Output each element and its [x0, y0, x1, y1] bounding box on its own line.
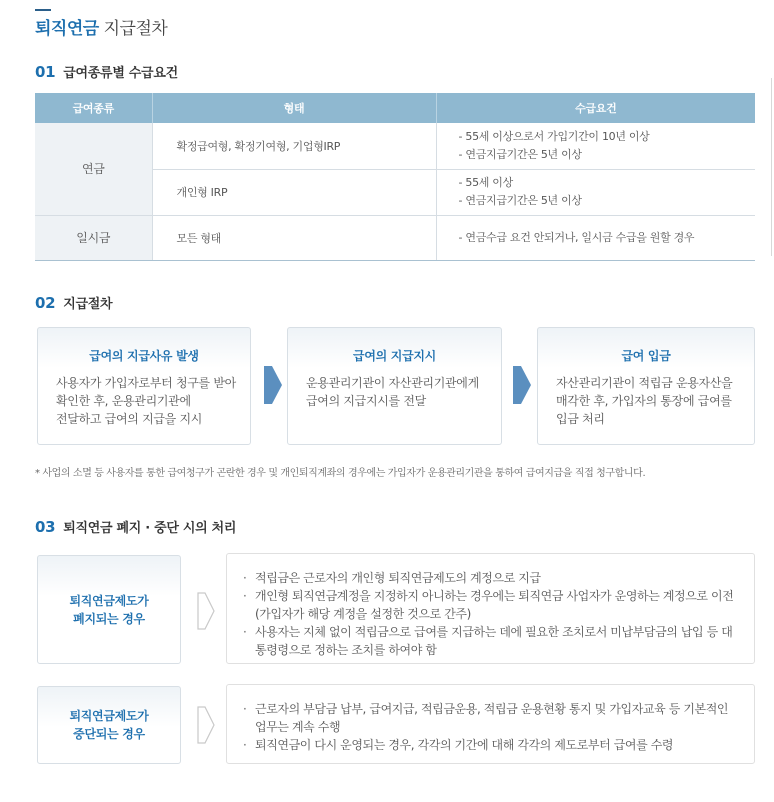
list-item: · 사용자는 지체 없이 적립금으로 급여를 지급하는 데에 필요한 조치로서 미납부담금의 납입 등 대통령령으로 정하는 조치를 하여야 함: [241, 623, 742, 659]
procedure-title: 급여의 지급지시: [353, 349, 436, 363]
procedure-step-3: [537, 327, 755, 445]
list-item: · 적립금은 근로자의 개인형 퇴직연금제도의 계정으로 지급: [241, 569, 742, 587]
table-header-row: [35, 93, 755, 123]
column-header: 형태: [152, 93, 436, 123]
outline-arrow-right-icon: [197, 592, 215, 630]
benefit-type-cell: 일시금: [35, 215, 152, 260]
procedure-description: 자산관리기관이 적립금 운용자산을 매각한 후, 가입자의 통장에 급여를 입금 처리: [556, 376, 733, 426]
condition-line: - 55세 이상으로서 가입기간이 10년 이상: [458, 129, 650, 143]
condition-line: - 연금수급 요건 안되거나, 일시금 수급을 원할 경우: [458, 230, 695, 244]
case-label: 퇴직연금제도가 중단되는 경우: [69, 709, 149, 741]
page-title-sub: 지급절차: [98, 19, 168, 39]
condition-line: - 55세 이상: [458, 176, 513, 189]
list-item: · 개인형 퇴직연금계정을 지정하지 아니하는 경우에는 퇴직연금 사업자가 운영하는 계정으로 이전(가입자가 해당 계정을 설정한 것으로 간주): [241, 587, 742, 623]
condition-cell: [436, 215, 755, 260]
case-abolished: [37, 555, 181, 664]
column-header: 수급요건: [436, 93, 755, 123]
requirements-table: [35, 93, 755, 261]
arrow-right-icon: [264, 366, 282, 404]
procedure-title: 급여 입금: [621, 349, 671, 363]
condition-cell: [436, 123, 755, 169]
case-label: 퇴직연금제도가 폐지되는 경우: [69, 593, 149, 626]
section-number: 03: [35, 518, 56, 536]
table-row: [35, 215, 755, 260]
form-cell: 확정급여형, 확정기여형, 기업형IRP: [152, 123, 436, 169]
condition-line: - 연금지급기간은 5년 이상: [458, 147, 582, 161]
column-header: 급여종류: [35, 93, 152, 123]
section-heading-2: [35, 293, 112, 312]
section-heading-1: [35, 62, 178, 81]
procedure-title: 급여의 지급사유 발생: [89, 349, 199, 363]
benefit-type-cell: 연금: [35, 123, 152, 215]
condition-line: - 연금지급기간은 5년 이상: [458, 194, 582, 207]
case-suspended-details: [226, 684, 755, 764]
procedure-step-1: [37, 327, 251, 445]
section-heading-3: [35, 517, 236, 536]
right-divider: [771, 78, 772, 256]
list-item: · 퇴직연금이 다시 운영되는 경우, 각각의 기간에 대해 각각의 제도로부터 급여를 수령: [241, 736, 742, 754]
procedure-description: 운용관리기관이 자산관리기관에게 급여의 지급지시를 전달: [306, 376, 479, 408]
outline-arrow-right-icon: [197, 706, 215, 744]
condition-cell: [436, 169, 755, 215]
form-cell: 개인형 IRP: [152, 169, 436, 215]
page-title: [35, 14, 167, 39]
procedure-step-2: [287, 327, 502, 445]
section-number: 02: [35, 294, 56, 312]
case-abolished-details: [226, 553, 755, 664]
arrow-right-icon: [513, 366, 531, 404]
section-label: 급여종류별 수급요건: [63, 66, 178, 81]
table-row: [35, 123, 755, 169]
procedure-description: 사용자가 가입자로부터 청구를 받아 확인한 후, 운용관리기관에 전달하고 급여의 지급을 지시: [56, 376, 236, 426]
footnote: * 사업의 소멸 등 사용자를 통한 급여청구가 곤란한 경우 및 개인퇴직계좌의 경우에는 가입자가 운용관리기관을 통하여 급여지급을 직접 청구합니다.: [35, 468, 646, 479]
section-label: 지급절차: [63, 297, 113, 312]
title-accent-bar: [35, 9, 51, 11]
section-label: 퇴직연금 폐지 · 중단 시의 처리: [63, 521, 237, 536]
page-title-main: 퇴직연금: [35, 19, 99, 39]
case-suspended: [37, 686, 181, 764]
form-cell: 모든 형태: [152, 215, 436, 260]
list-item: · 근로자의 부담금 납부, 급여지급, 적립금운용, 적립금 운용현황 통지 및 가입자교육 등 기본적인 업무는 계속 수행: [241, 700, 742, 736]
section-number: 01: [35, 63, 56, 81]
